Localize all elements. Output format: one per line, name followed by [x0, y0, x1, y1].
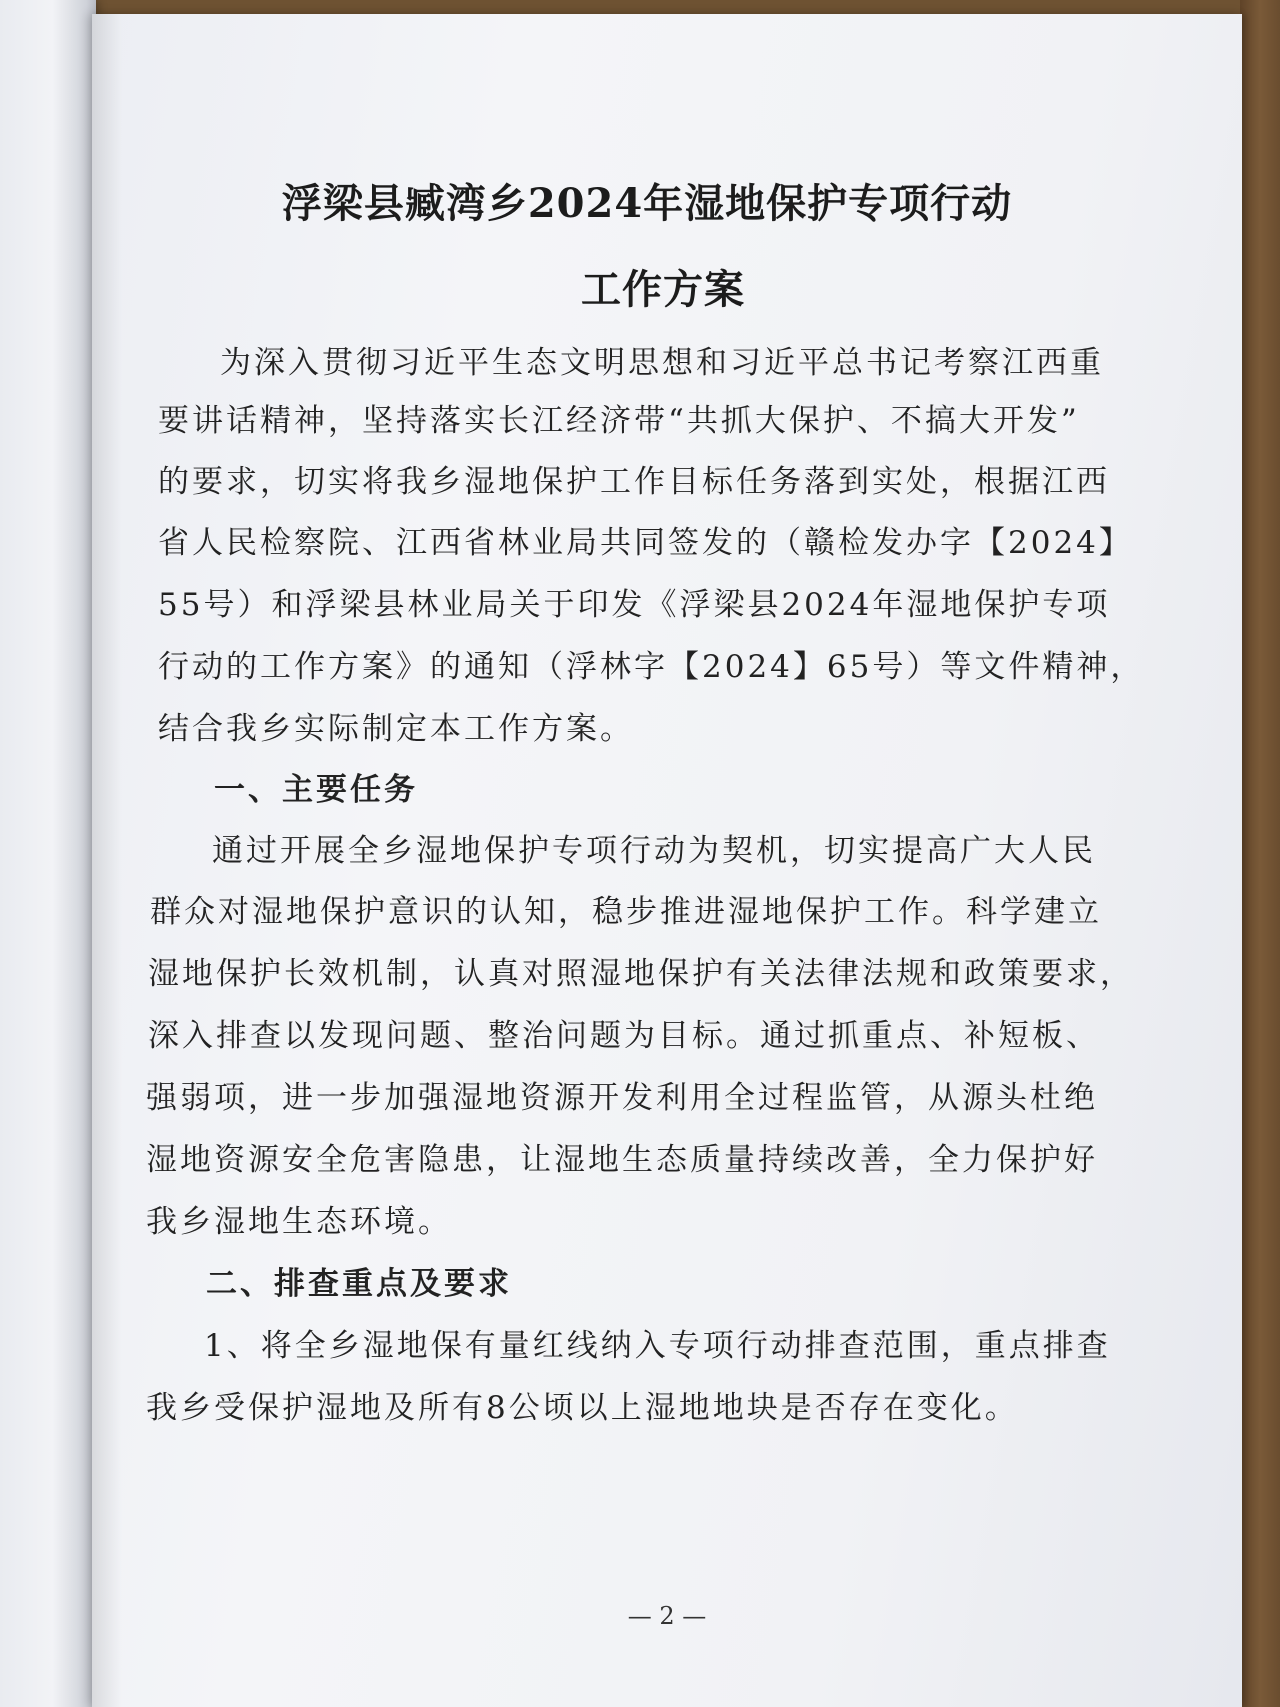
section1-line: 通过开展全乡湿地保护专项行动为契机，切实提高广大人民 [212, 833, 1096, 869]
intro-line: 为深入贯彻习近平生态文明思想和习近平总书记考察江西重 [220, 345, 1104, 381]
section1-line: 群众对湿地保护意识的认知，稳步推进湿地保护工作。科学建立 [150, 894, 1102, 930]
document-page [92, 14, 1242, 1707]
page-number: — 2 — [627, 1602, 707, 1630]
intro-line: 的要求，切实将我乡湿地保护工作目标任务落到实处，根据江西 [158, 464, 1110, 500]
intro-line: 55号）和浮梁县林业局关于印发《浮梁县2024年湿地保护专项 [158, 587, 1111, 623]
section1-line: 强弱项，进一步加强湿地资源开发利用全过程监管，从源头杜绝 [146, 1080, 1098, 1116]
previous-page-edge [0, 0, 96, 1707]
intro-line: 行动的工作方案》的通知（浮林字【2024】65号）等文件精神， [158, 649, 1145, 685]
section1-line: 湿地资源安全危害隐患，让湿地生态质量持续改善，全力保护好 [146, 1142, 1098, 1178]
section2-line: 1、将全乡湿地保有量红线纳入专项行动排查范围，重点排查 [204, 1328, 1111, 1364]
section1-line: 湿地保护长效机制，认真对照湿地保护有关法律法规和政策要求， [148, 956, 1134, 992]
document-title-line-1: 浮梁县臧湾乡2024年湿地保护专项行动 [281, 180, 1013, 227]
intro-line: 省人民检察院、江西省林业局共同签发的（赣检发办字【2024】 [158, 525, 1133, 561]
section-heading-main-tasks: 一、主要任务 [214, 772, 418, 808]
intro-line: 要讲话精神，坚持落实长江经济带“共抓大保护、不搞大开发” [158, 403, 1080, 439]
intro-line: 结合我乡实际制定本工作方案。 [158, 711, 634, 747]
section-heading-inspection: 二、排查重点及要求 [206, 1266, 512, 1302]
section2-line: 我乡受保护湿地及所有8公顷以上湿地地块是否存在变化。 [146, 1390, 1019, 1426]
document-title-line-2: 工作方案 [581, 266, 745, 313]
table-surface-right [1240, 0, 1280, 1707]
section1-line: 我乡湿地生态环境。 [146, 1204, 452, 1240]
section1-line: 深入排查以发现问题、整治问题为目标。通过抓重点、补短板、 [148, 1018, 1100, 1054]
